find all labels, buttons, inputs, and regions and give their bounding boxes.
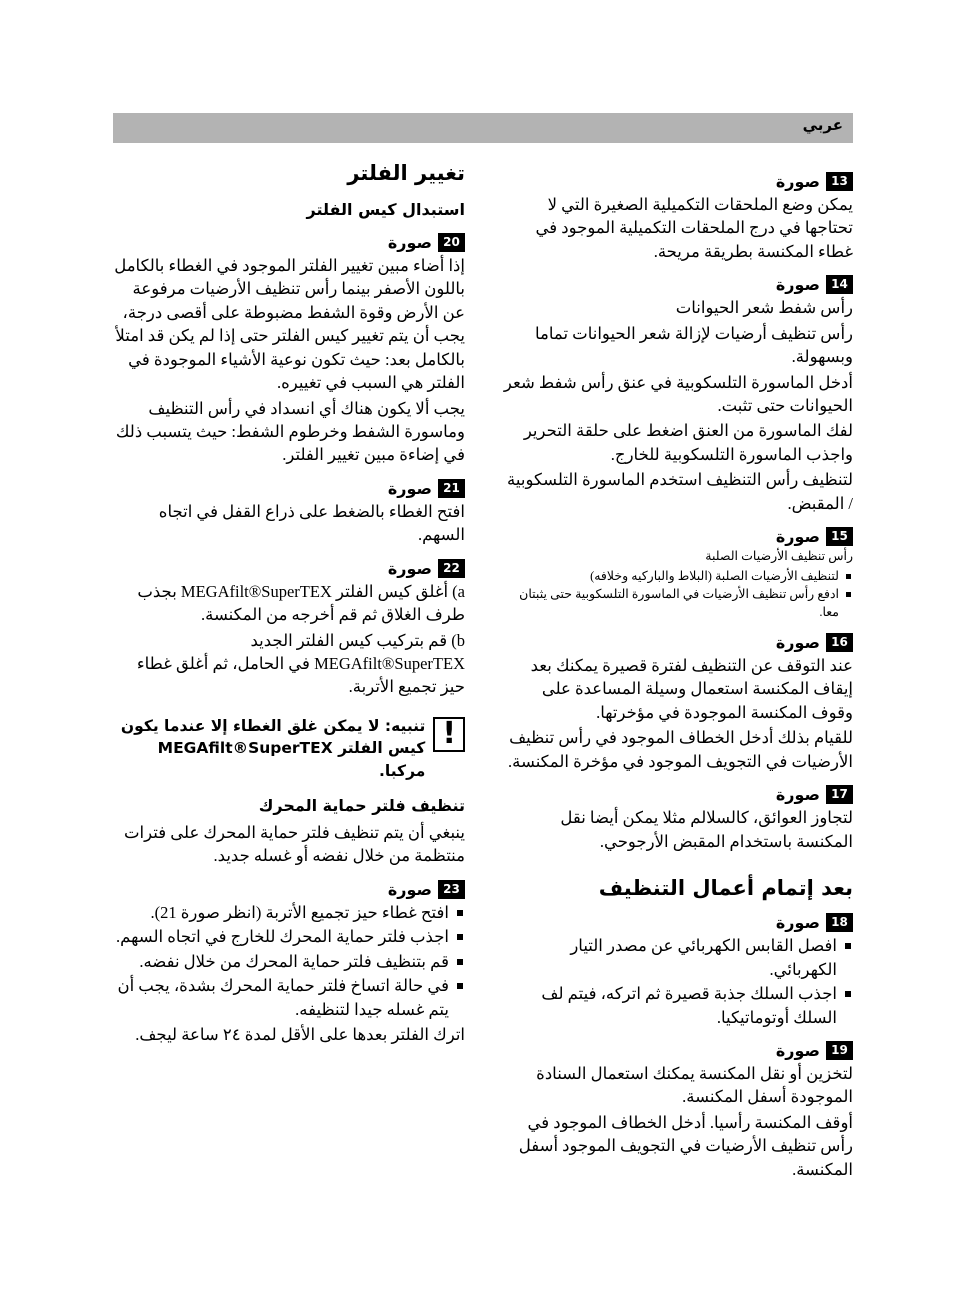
figure-number-badge: 23 [438, 880, 465, 899]
figure-number-badge: 20 [438, 233, 465, 252]
warning-icon: ! [433, 717, 465, 753]
figure-number-badge: 21 [438, 479, 465, 498]
figure-16-heading [501, 633, 853, 652]
figure-15-list [501, 568, 853, 622]
figure-18-heading [501, 913, 853, 932]
figure-20-text-2: يجب ألا يكون هناك أي انسداد في رأس التنظيف وماسورة الشفط وخرطوم الشفط: حيث يتسبب ذلك في إضاءة مبين تغيير الفلتر. [115, 398, 465, 465]
list-item: قم بتنظيف فلتر حماية المحرك من خلال نفضه. [113, 950, 465, 973]
figure-20-heading [113, 233, 465, 252]
figure-23-heading [113, 880, 465, 899]
list-item: افصل القابس الكهربائي عن مصدر التيار الكهربائي. [501, 934, 853, 981]
figure-label: صورة [775, 913, 820, 933]
figure-22-item-b: b) قم بتركيب كيس الفلتر الجديد MEGAfilt®SuperTEX في الحامل، ثم أغلق غطاء حيز تجميع الأتربة. [136, 630, 465, 697]
list-item: افتح غطاء حيز تجميع الأتربة (انظر صورة 21). [113, 901, 465, 924]
language-label: عربي [802, 116, 843, 134]
figure-number-badge: 13 [826, 172, 853, 191]
figure-14-text-4: لفك الماسورة من العنق اضغط على حلقة التحرير واجذب الماسورة التلسكوبية للخارج. [523, 421, 853, 464]
figure-number-badge: 16 [826, 633, 853, 652]
caution-text: تنبيه: لا يمكن غلق الغطاء إلا عندما يكون كيس الفلتر MEGAfilt®SuperTEX مركبا. [120, 716, 426, 780]
figure-number-badge: 22 [438, 559, 465, 578]
figure-19-text-2: أوقف المكنسة رأسيا. أدخل الخطاف الموجود في رأس تنظيف الأرضيات في التجويف الموجود أسفل المكنسة. [518, 1112, 853, 1179]
figure-number-badge: 17 [826, 785, 853, 804]
filter-bag-replace-title: استبدال كيس الفلتر [306, 200, 465, 220]
figure-label: صورة [775, 1040, 820, 1060]
figure-14-text-3: أدخل الماسورة التلسكوبية في عنق رأس شفط شعر الحيوانات حتى تثبت. [503, 372, 853, 415]
figure-number-badge: 15 [826, 527, 853, 546]
page-header-bar [113, 113, 853, 143]
motor-filter-title: تنظيف فلتر حماية المحرك [258, 796, 465, 816]
figure-label: صورة [775, 275, 820, 295]
figure-number-badge: 19 [826, 1041, 853, 1060]
figure-14-heading [501, 275, 853, 294]
list-item: اجذب السلك جذبة قصيرة ثم اتركه، فيتم لف السلك أوتوماتيكيا. [501, 982, 853, 1029]
figure-16-text-1: عند التوقف عن التنظيف لفترة قصيرة يمكنك بعد إيقاف المكنسة استعمال وسيلة المساعدة على وقوف المكنسة الموجودة في مؤخرتها. [530, 656, 853, 722]
figure-23-list [113, 901, 465, 1021]
figure-21-heading [113, 479, 465, 498]
figure-19-heading [501, 1041, 853, 1060]
figure-number-badge: 18 [826, 913, 853, 932]
figure-label: صورة [387, 478, 432, 498]
figure-17-text: لتجاوز العوائق، كالسلالم مثلا يمكن أيضا نقل المكنسة باستخدام المقبض الأرجوحي. [560, 808, 853, 851]
list-item: ادفع رأس تنظيف الأرضيات في الماسورة التلسكوبية حتى يثبتان معا. [501, 586, 853, 621]
caution-box [113, 715, 465, 782]
list-item: لتنظيف الأرضيات الصلبة (البلاط والباركيه وخلافه) [501, 568, 853, 586]
column-left [113, 160, 465, 1160]
figure-label: صورة [775, 172, 820, 191]
figure-15-lead: رأس تنظيف الأرضيات الصلبة [705, 549, 853, 564]
figure-label: صورة [775, 527, 820, 547]
figure-22-heading [113, 559, 465, 578]
list-item: في حالة اتساخ فلتر حماية المحرك بشدة، يجب أن يتم غسله جيدا لتنظيفه. [113, 974, 465, 1021]
figure-label: صورة [387, 879, 432, 899]
figure-15-heading [501, 527, 853, 546]
after-work-title: بعد إتمام أعمال التنظيف [598, 876, 853, 901]
figure-17-heading [501, 785, 853, 804]
figure-20-text-1: إذا أضاء مبين تغيير الفلتر الموجود في الغطاء بالكامل باللون الأصفر بينما رأس تنظيف الأرضيات مرفوعة عن الأرض وقوة الشفط مضبوطة على أقصى درجة، يجب أن يتم تغيير كيس الفلتر حتى إذا لم يكن قد امتلأ بالكامل بعد: حيث تكون نوعية الأشياء الموجودة في الفلتر هي السبب في تغييره. [114, 256, 465, 393]
figure-label: صورة [387, 558, 432, 578]
figure-19-text-1: لتخزين أو نقل المكنسة يمكنك استعمال السنادة الموجودة أسفل المكنسة. [536, 1063, 853, 1107]
list-item: اجذب فلتر حماية المحرك للخارج في اتجاه السهم. [113, 925, 465, 948]
filter-change-title: تغيير الفلتر [347, 161, 465, 185]
figure-16-text-2: للقيام بذلك أدخل الخطاف الموجود في رأس تنظيف الأرضيات في التجويف الموجود في مؤخرة المكنسة. [508, 728, 853, 771]
figure-22-item-a: a) أغلق كيس الفلتر MEGAfilt®SuperTEX بجذب طرف الغلاق ثم قم أخرجه من المكنسة. [137, 581, 465, 625]
page-columns [113, 160, 853, 1179]
column-right [501, 160, 853, 1179]
figure-14-text-2: رأس تنظيف أرضيات لإزالة شعر الحيوانات تماما وبسهولة. [535, 323, 853, 367]
figure-13-heading [501, 172, 853, 191]
figure-14-text-5: لتنظيف رأس التنظيف استخدم الماسورة التلسكوبية / المقبض. [507, 470, 853, 513]
figure-label: صورة [775, 633, 820, 653]
figure-21-text: افتح الغطاء بالضغط على ذراع القفل في اتجاه السهم. [158, 501, 465, 545]
figure-13-text: يمكن وضع الملحقات التكميلية الصغيرة التي لا تحتاجها في درج الملحقات التكميلية الموجود في غطاء المكنسة بطريقة مريحة. [535, 195, 853, 261]
motor-filter-text: ينبغي أن يتم تنظيف فلتر حماية المحرك على فترات منتظمة من خلال نفضه أو غسله جديد. [124, 823, 465, 866]
figure-14-text-1: رأس شفط شعر الحيوانات [675, 298, 853, 318]
figure-18-list [501, 934, 853, 1029]
figure-number-badge: 14 [826, 275, 853, 294]
figure-23-footer: اترك الفلتر بعدها على الأقل لمدة ٢٤ ساعة ليجف. [135, 1024, 465, 1044]
figure-label: صورة [775, 785, 820, 805]
figure-label: صورة [387, 233, 432, 253]
